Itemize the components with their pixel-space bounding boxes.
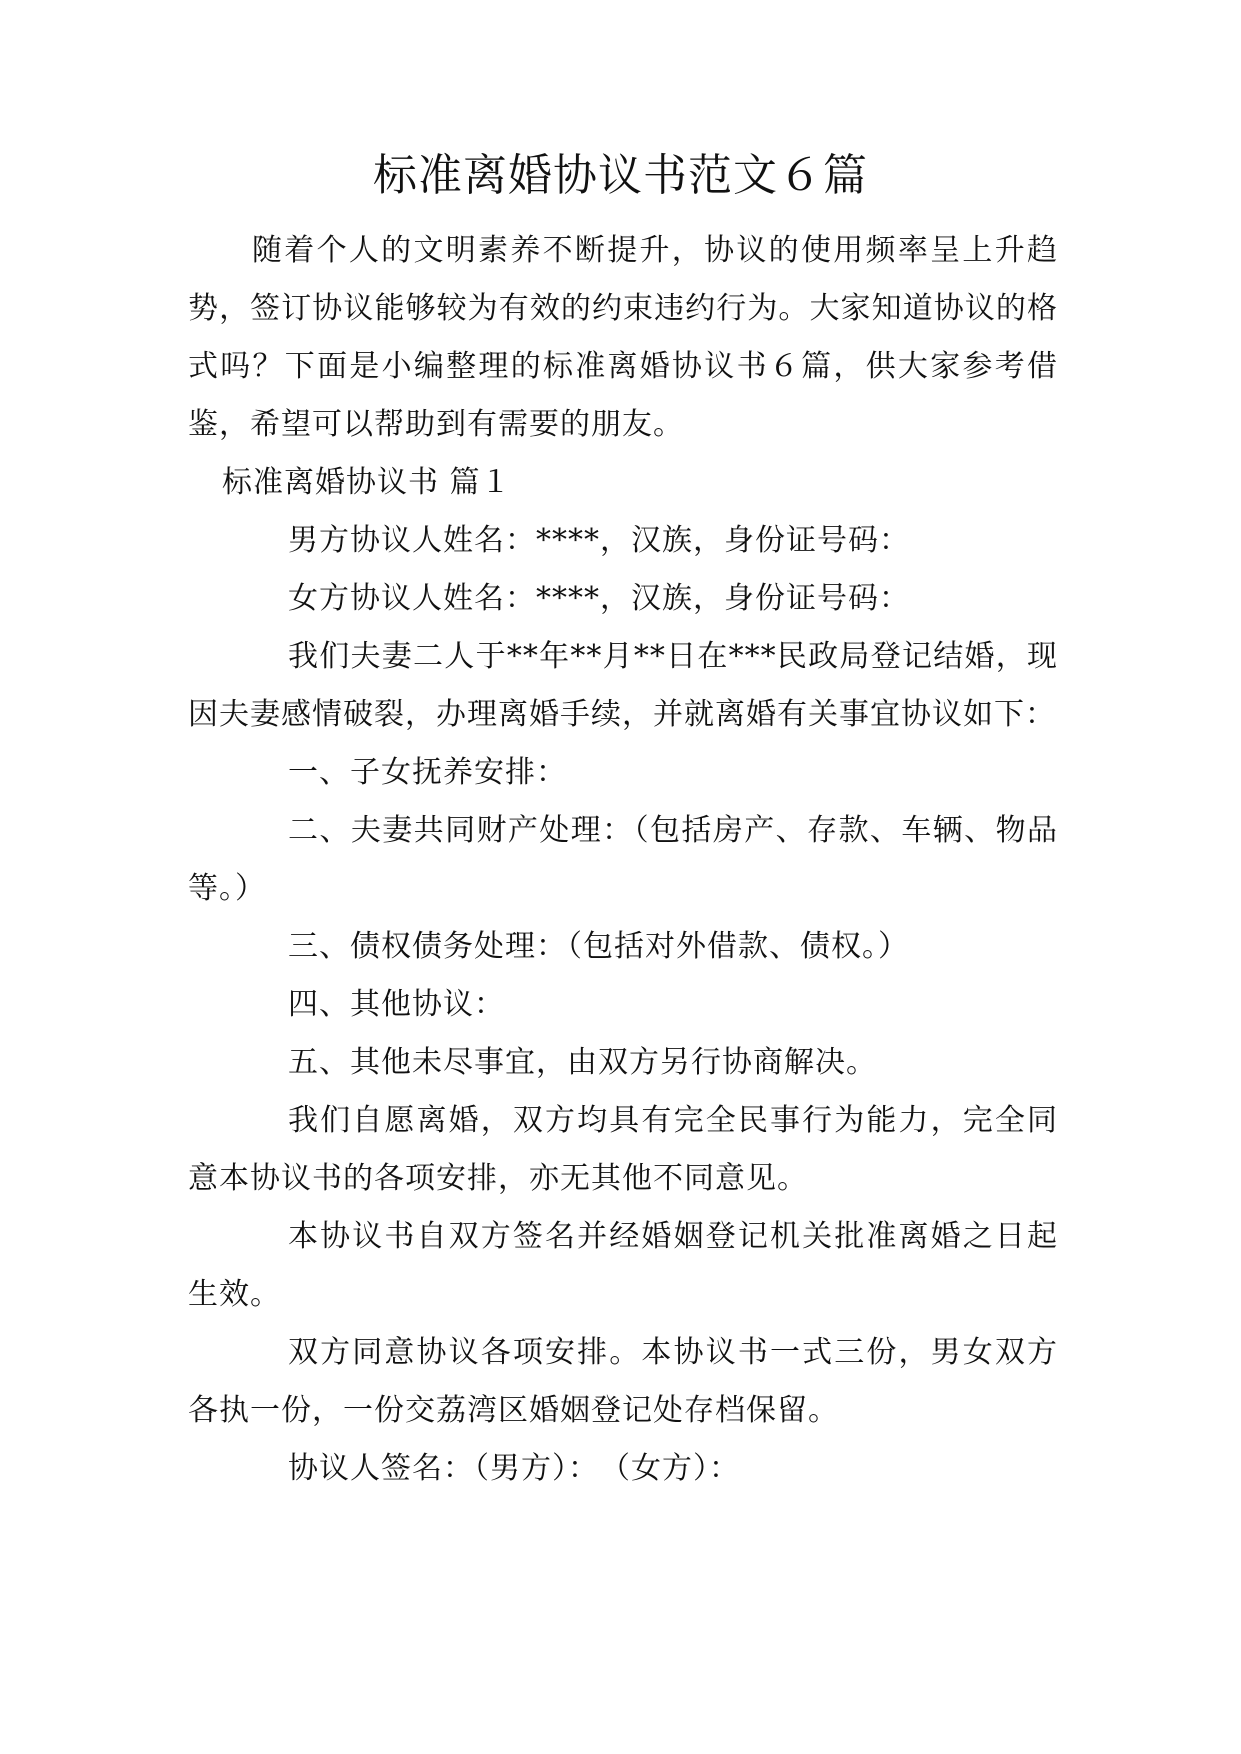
document-title: 标准离婚协议书范文６篇	[373, 150, 868, 201]
intro-paragraph: 随着个人的文明素养不断提升，协议的使用频率呈上升趋势，签订协议能够较为有效的约束违约行为。大家知道协议的格式吗？下面是小编整理的标准离婚协议书６篇，供大家参考借鉴，希望可以帮助到有需要的朋友。	[188, 233, 1058, 442]
agreement-item-property: 二、夫妻共同财产处理：（包括房产、存款、车辆、物品等。）	[188, 813, 1058, 906]
copies-statement: 双方同意协议各项安排。本协议书一式三份，男女双方各执一份，一份交荔湾区婚姻登记处存档保留。	[188, 1335, 1058, 1428]
effective-statement: 本协议书自双方签名并经婚姻登记机关批准离婚之日起生效。	[188, 1219, 1058, 1312]
signature-line: 协议人签名：（男方）： （女方）：	[288, 1451, 740, 1486]
agreement-item-debts: 三、债权债务处理：（包括对外借款、债权。）	[288, 929, 909, 964]
male-party-line: 男方协议人姓名：****，汉族，身份证号码：	[288, 523, 910, 558]
female-party-line: 女方协议人姓名：****，汉族，身份证号码：	[288, 581, 910, 616]
document-body	[188, 222, 1058, 1498]
agreement-item-children: 一、子女抚养安排：	[288, 755, 567, 790]
marriage-statement: 我们夫妻二人于**年**月**日在***民政局登记结婚，现因夫妻感情破裂，办理离婚手续，并就离婚有关事宜协议如下：	[188, 639, 1058, 732]
agreement-item-other: 四、其他协议：	[288, 987, 505, 1022]
section-heading: 标准离婚协议书 篇１	[222, 465, 512, 500]
voluntary-statement: 我们自愿离婚，双方均具有完全民事行为能力，完全同意本协议书的各项安排，亦无其他不同意见。	[188, 1103, 1058, 1196]
agreement-item-remaining: 五、其他未尽事宜，由双方另行协商解决。	[288, 1045, 877, 1080]
